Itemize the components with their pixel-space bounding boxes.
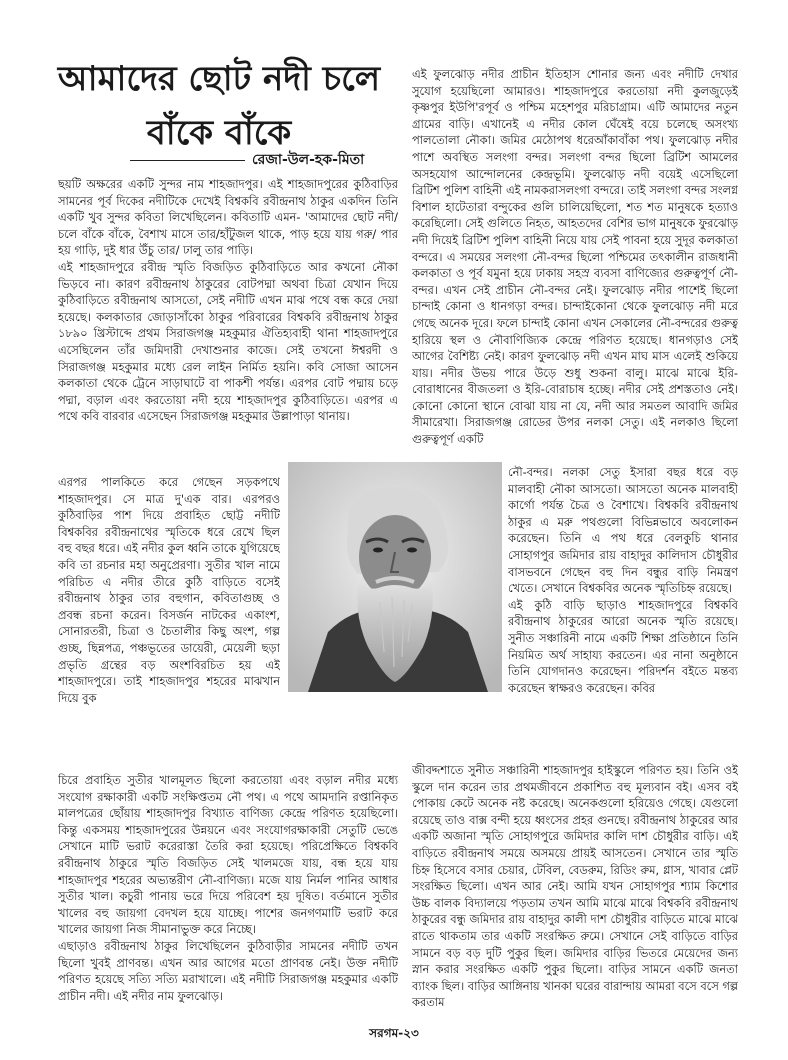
byline — [130, 150, 400, 170]
title-line-2: বাঁকে বাঁকে — [146, 113, 292, 153]
right-column-bottom: জীবদ্দশাতে সুনীত সঞ্চারিনী শাহজাদপুর হাইস্কুলে পরিণত হয়। তিনি ওই স্কুলে দান করেন তার প্রথমজীবনে প্রকাশিত বহু মূল্যবান বই। এসব বই পোকায় কেটে অনেক নষ্ট করেছে। অনেকগুলো হরিয়েও গেছে। যেগুলো রয়েছে তাও বাক্স বন্দী হয়ে ধ্বংসের প্রহর গুনছে। রবীন্দ্রনাথ ঠাকুরের আর একটি অজানা স্মৃতি সোহাগপুরে জমিদার কালি দাশ চৌধুরীর বাড়ি। এই বাড়িতে রবীন্দ্রনাথ সময়ে অসময়ে প্রায়ই আসতেন। সেখানে তার স্মৃতি চিহ্ন হিসেবে বসার চেয়ার, টেবিল, বেডরুম, রিডিং রুম, গ্লাস, খাবার প্লেট সংরক্ষিত ছিলো। এখন আর নেই। আমি যখন সোহাগপুর শ্যাম কিশোর উচ্চ বালক বিদ্যালয়ে পড়তাম তখন আমি মাঝে মাঝে বিশ্বকবি রবীন্দ্রনাথ ঠাকুরের বন্ধু জমিদার রায় বাহাদুর কালী দাশ চৌধুরীর বাড়িতে মাঝে মাঝে রাতে থাকতাম তার একটি সংরক্ষিত রুমে। সেখানে সেই বাড়িতে বাড়ির সামনে বড় বড় দুটি পুকুর ছিল। জমিদার বাড়ির ভিতরে মেয়েদের জন্য স্নান করার সংরক্ষিত একটি পুকুর ছিলো। বাড়ির সামনে একটি জনতা ব্যাংক ছিল। বাড়ির আঙ্গিনায় খানকা ঘরের বারান্দায় আমরা বসে বসে গল্প করতাম — [412, 763, 738, 1010]
portrait-illustration — [288, 462, 502, 692]
page-number-label: সরগম-২৩ — [369, 1026, 419, 1040]
article-title — [38, 52, 400, 160]
left-column-top: ছয়টি অক্ষরের একটি সুন্দর নাম শাহজাদপুর। এই শাহজাদপুরের কুঠিবাড়ির সামনের পূর্ব দিকের নদীটিকে দেখেই বিশ্বকবি রবীন্দ্রনাথ ঠাকুর একদিন তিনি একটি খুব সুন্দর কবিতা লিখেছিলেন। কবিতাটি এমন- 'আমাদের ছোট নদী/চলে বাঁকে বাঁকে, বৈশাখ মাসে তার/হাঁটুজল থাকে, পাড় হয়ে যায় গরু/ পার হয় গাড়ি, দুই ধার উঁচু তার/ ঢালু তার পাড়ি। এই শাহজাদপুরে রবীন্দ্র স্মৃতি বিজড়িত কুঠিবাড়িতে আর কখনো নৌকা ভিড়বে না। কারণ রবীন্দ্রনাথ ঠাকুরের বোটপদ্মা অথবা চিত্রা যেখান দিয়ে কুঠিবাড়িতে রবীন্দ্রনাথ আসতো, সেই নদীটি এখন মাঝ পথে বন্ধ করে দেয়া হয়েছে। কলকাতার জোড়াসাঁকো ঠাকুর পরিবারের বিশ্বকবি রবীন্দ্রনাথ ঠাকুর ১৮৯০ খ্রিস্টাব্দে প্রথম সিরাজগঞ্জ মহকুমার ঐতিহ্যবাহী থানা শাহজাদপুরে এসেছিলেন তাঁর জমিদারী দেখাশুনার কাজে। সেই তখনো ঈশ্বরদী ও সিরাজগঞ্জ মহকুমার মধ্যে রেল লাইন নির্মিত হয়নি। কবি সোজা আসেন কলকাতা থেকে ট্রেনে সাড়াঘাটে বা পাকশী পর্যন্ত। এরপর বোট পদ্মায় চড়ে পদ্মা, বড়াল এবং করতোয়া নদী হয়ে শাহজাদপুর কুঠিবাড়িতে। এরপর এ পথে কবি বারবার এসেছেন সিরাজগঞ্জ মহকুমার উল্লাপাড়া থানায়। — [58, 177, 398, 424]
author-name: রেজা-উল-হক-মিতা — [252, 152, 365, 168]
title-line-1: আমাদের ছোট নদী চলে — [57, 59, 381, 99]
byline-rule — [130, 160, 245, 161]
left-column-bottom: চিরে প্রবাহিত সুতীর খালমূলত ছিলো করতোয়া এবং বড়াল নদীর মধ্যে সংযোগ রক্ষাকারী একটি সংক্ষিপ্ততম নৌ পথ। এ পথে আমদানি রপ্তানিকৃত মালপত্রের ছোঁয়ায় শাহজাদপুর বিখ্যাত বাণিজ্য কেন্দ্রে পরিণত হয়েছিলো। কিন্তু একসময় শাহজাদপুরের উন্নয়নে এবং সংযোগরক্ষাকারী সেতুটি ভেঙে সেখানে মাটি ভরাট করেরাস্তা তৈরি করা হয়েছে। পরিপ্রেক্ষিতে বিশ্বকবি রবীন্দ্রনাথ ঠাকুরে স্মৃতি বিজড়িত সেই খালমজে যায়, বন্ধ হয়ে যায় শাহজাদপুর শহরের অভ্যন্তরীণ নৌ-বাণিজ্য। মজে যায় নির্মল পানির আধার সুতীর খাল। কচুরী পানায় ভরে দিয়ে পরিবেশ হয় দূষিত। বর্তমানে সুতীর খালের বহু জায়গা বেদখল হয়ে যাচ্ছে। পাশের জনগণমাটি ভরাট করে খালের জায়গা নিজ সীমানাভুক্ত করে নিচ্ছে। এছাড়াও রবীন্দ্রনাথ ঠাকুর লিখেছিলেন কুঠিবাড়ীর সামনের নদীটি তখন ছিলো খুবই প্রাণবন্ত। এখন আর আগের মতো প্রাণবন্ত নেই। উক্ত নদীটি পরিণত হয়েছে সত্যি সত্যি মরাখালে। এই নদীটি সিরাজগঞ্জ মহকুমার একটি প্রাচীন নদী। এই নদীর নাম ফুলঝোড়। — [58, 773, 398, 1003]
right-column-narrow: নৌ-বন্দর। নলকা সেতু ইসারা বছর ধরে বড় মালবাহী নৌকা আসতো। আসতো অনেক মালবাহী কার্গো পর্যন্ত চৈত্র ও বৈশাখে। বিশ্বকবি রবীন্দ্রনাথ ঠাকুর এ মরু পথগুলো বিভিন্নভাবে অবলোকন করেছেন। তিনি এ পথ ধরে বেলকুচি থানার সোহাগপুর জমিদার রায় বাহাদুর কালিদাস চৌধুরীর বাসভবনে গেছেন বহু দিন বন্ধুর বাড়ি নিমন্ত্রণ খেতে। সেখানে বিশ্বকবির অনেক স্মৃতিচিহ্ন রয়েছে। এই কুঠি বাড়ি ছাড়াও শাহজাদপুরে বিশ্বকবি রবীন্দ্রনাথ ঠাকুরের আরো অনেক স্মৃতি রয়েছে। সুনীত সঞ্চারিনী নামে একটি শিক্ষা প্রতিষ্ঠানে তিনি নিয়মিত অর্থ সাহায্য করতেন। এর নানা অনুষ্ঠানে তিনি যোগদানও করেছেন। পরিদর্শন বইতে মন্তব্য করেছেন স্বাক্ষরও করেছেন। কবির — [508, 465, 738, 695]
tagore-portrait-image — [288, 462, 502, 692]
right-column-top: এই ফুলঝোড় নদীর প্রাচীন ইতিহাস শোনার জন্য এবং নদীটি দেখার সুযোগ হয়েছিলো আমারও। শাহজাদপুরে করতোয়া নদী কুলজুড়েই কৃষ্ণপুর ইউপি'রপূর্ব ও পশ্চিম মহেশপুর মরিচাগ্রাম। এটি আমাদের নতুন গ্রামের বাড়ি। এখানেই এ নদীর কোল ঘেঁষেই বয়ে চলেছে অসংখ্য পালতোলা নৌকা। জমির মেঠোপথ ধরেআঁকাবাঁকা পথ। ফুলঝোড় নদীর পাশে অবস্থিত সলংগা বন্দর। সলংগা বন্দর ছিলো ব্রিটিশ আমলের অসহযোগ আন্দোলনের কেন্দ্রভূমি। ফুলঝোড় নদী বয়েই এসেছিলো ব্রিটিশ পুলিশ বাহিনী এই নামকরাসলংগা বন্দরে। তাই সলংগা বন্দর সংলগ্ন বিশাল হাটেতারা বন্দুকের গুলি চালিয়েছিলো, শত শত মানুষকে হত্যাও করেছিলো। সেই গুলিতে নিহত, আহতদের বেশির ভাগ মানুষকে ফুরঝোড় নদী দিয়েই ব্রিটিশ পুলিশ বাহিনী নিয়ে যায় সেই পাবনা হয়ে সুদূর কলকাতা বন্দরে। এ সময়ের সলংগা নৌ-বন্দর ছিলো পশ্চিমের তৎকালীন রাজধানী কলকাতা ও পূর্ব যমুনা হয়ে ঢাকায় সহস্র ব্যবসা বাণিজ্যের গুরুত্বপূর্ণ নৌ-বন্দর। এখন সেই প্রাচীন নৌ-বন্দর নেই। ফুলঝোড় নদীর পাশেই ছিলো চান্দাই কোনা ও ধানগড়া বন্দর। চান্দাইকোনা থেকে ফুলঝোড় নদী মরে গেছে অনেক দূরে। ফলে চান্দাই কোনা এখন সেকালের নৌ-বন্দরের গুরুত্ব হারিয়ে স্থল ও নৌবাণিজ্যিক কেন্দ্রে পরিণত হয়েছে। ধানগড়াও সেই আগের বৈশিষ্ট্য নেই। কারণ ফুলঝোড় নদী এখন মাঘ মাস এলেই শুকিয়ে যায়। নদীর উভয় পারে উড়ে শুধু শুকনা বালু। মাঝে মাঝে ইরি-বোরাধানের বীজতলা ও ইরি-বোরাচাষ হচ্ছে। নদীর সেই প্রশস্ততাও নেই। কোনো কোনো স্থানে বোঝা যায় না যে, নদী আর সমতল আবাদি জমির সীমারেখা। সিরাজগঞ্জ রোডের উপর নলকা সেতু। এই নলকাও ছিলো গুরুত্বপূর্ণ একটি — [412, 67, 738, 447]
left-column-narrow: এরপর পালকিতে করে গেছেন সড়কপথে শাহজাদপুর। সে মাত্র দু'এক বার। এরপরও কুঠিবাড়ির পাশ দিয়ে প্রবাহিত ছোট্ট নদীটি বিশ্বকবির রবীন্দ্রনাথের স্মৃতিকে ধরে রেখে ছিল বহু বছর ধরে। এই নদীর কুল ধ্বনি তাকে যুগিয়েছে কবি তা রচনার মহা অনুপ্রেরণা। সুতীর খাল নামে পরিচিত এ নদীর তীরে কুঠি বাড়িতে বসেই রবীন্দ্রনাথ ঠাকুর তার বহুগান, কবিতাগুচ্ছ ও প্রবন্ধ রচনা করেন। বিসর্জন নাটকের একাংশ, সোনারতরী, চিত্রা ও চৈতালীর কিছু অংশ, গল্প গুচ্ছ, ছিন্নপত্র, পঞ্চভূতের ডায়েরী, মেয়েলী ছড়া প্রভৃতি গ্রন্থের বড় অংশবিরচিত হয় এই শাহজাদপুরে। তাই শাহজাদপুর শহরের মাঝখান দিয়ে বুক — [58, 475, 280, 705]
